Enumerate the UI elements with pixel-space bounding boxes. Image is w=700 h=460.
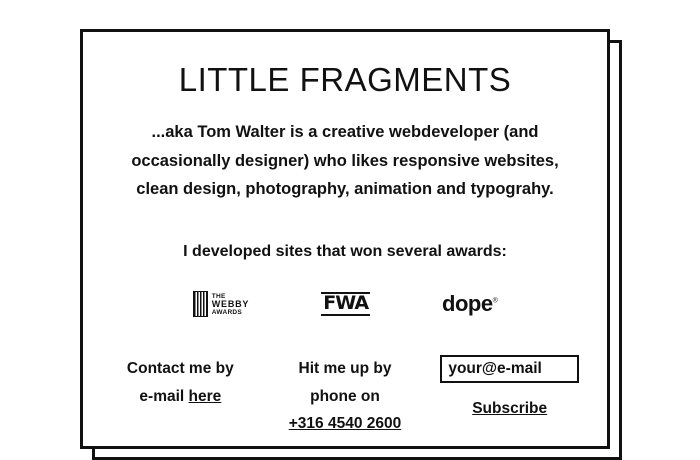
dope-awards-logo <box>442 287 497 321</box>
phone-number-link[interactable]: +316 4540 2600 <box>288 414 402 432</box>
webby-line3: AWARDS <box>211 309 243 317</box>
content-card <box>80 29 610 449</box>
webby-line1: THE <box>211 292 226 300</box>
dope-logo-text: dope <box>442 291 493 317</box>
subscribe-column <box>440 355 579 422</box>
dope-registered-mark: ® <box>492 298 498 306</box>
email-here-link[interactable]: here <box>188 387 222 405</box>
fwa-logo <box>321 287 370 321</box>
contact-row <box>111 355 579 436</box>
webby-line2: WEBBY <box>211 298 250 309</box>
webby-awards-logo <box>193 287 250 321</box>
contact-phone-line2: phone on <box>310 387 380 405</box>
page-title: LITTLE FRAGMENTS <box>178 61 512 98</box>
awards-logo-row <box>111 287 579 321</box>
fwa-logo-text: FWA <box>323 292 369 315</box>
contact-phone-line1: Hit me up by <box>298 360 392 378</box>
intro-paragraph: ...aka Tom Walter is a creative webdeveloper (and occasionally designer) who likes responsive websites, clean design, photography, animation and typograhy. <box>131 123 559 199</box>
contact-email-line2 <box>111 383 250 410</box>
awards-heading: I developed sites that won several awards: <box>183 243 507 261</box>
contact-phone-column <box>276 355 415 436</box>
email-input[interactable] <box>440 355 579 383</box>
subscribe-button[interactable]: Subscribe <box>472 400 548 418</box>
contact-email-prefix: e-mail <box>139 387 189 405</box>
card-inner <box>83 32 607 437</box>
contact-email-column <box>111 355 250 409</box>
contact-email-line1: Contact me by <box>126 360 234 378</box>
webby-bars-icon <box>193 291 208 317</box>
